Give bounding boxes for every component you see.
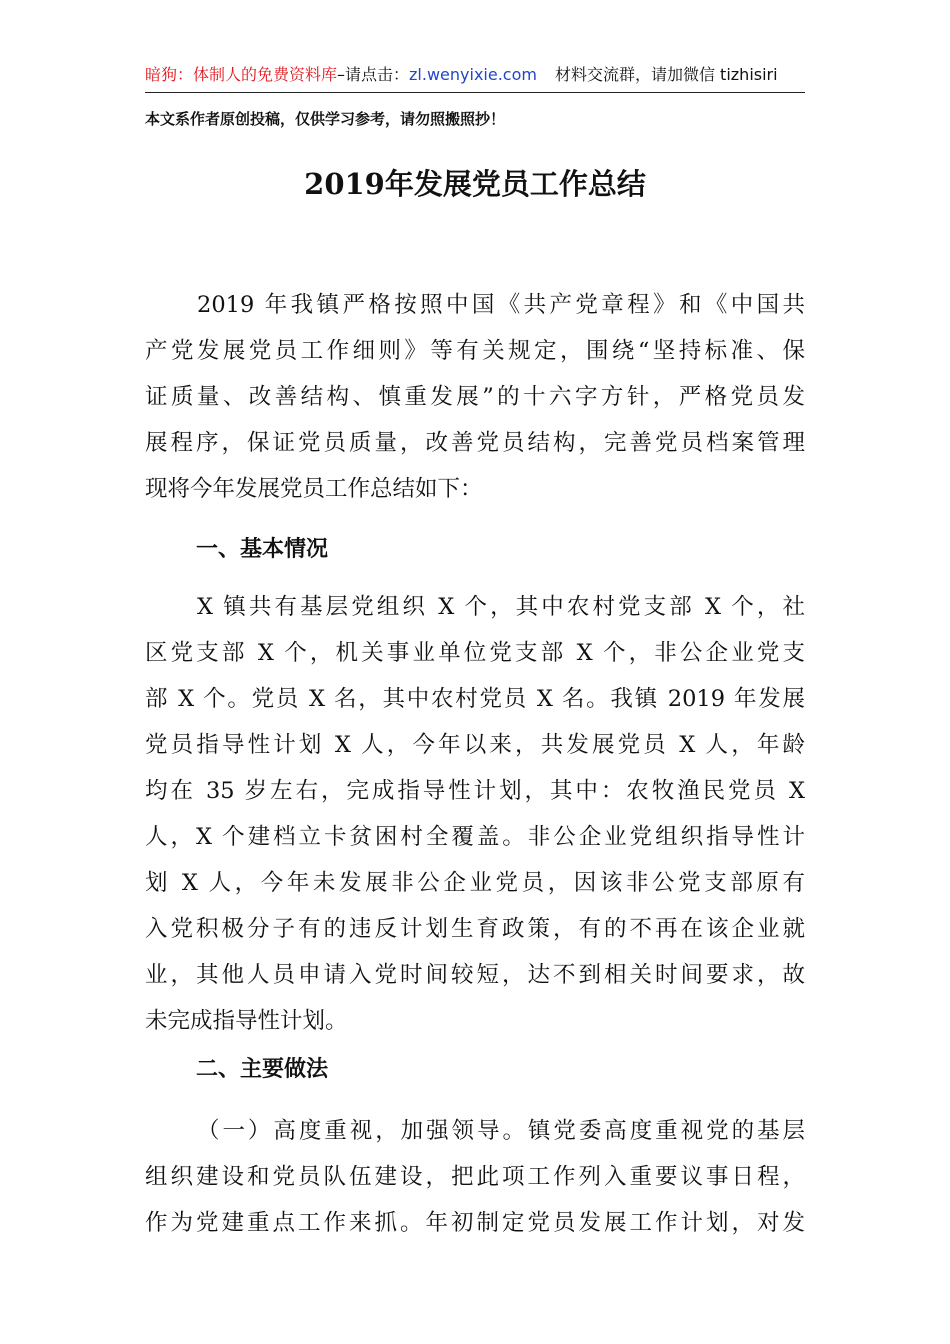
text-line: 组织建设和党员队伍建设，把此项工作列入重要议事日程， (145, 1164, 805, 1190)
text-line: 人，X 个建档立卡贫困村全覆盖。非公企业党组织指导性计 (145, 824, 805, 850)
header-site-name: 暗狗：体制人的免费资料库 (145, 65, 338, 84)
text-line: 均在 35 岁左右，完成指导性计划，其中：农牧渔民党员 X (145, 778, 805, 804)
copyright-notice: 本文系作者原创投稿，仅供学习参考，请勿照搬照抄！ (145, 110, 506, 128)
text-line: 2019 年我镇严格按照中国《共产党章程》和《中国共 (197, 292, 805, 318)
text-line: 产党发展党员工作细则》等有关规定，围绕“坚持标准、保 (145, 338, 805, 364)
text-line: 作为党建重点工作来抓。年初制定党员发展工作计划，对发 (145, 1210, 805, 1236)
text-line: 证质量、改善结构、慎重发展”的十六字方针，严格党员发 (145, 384, 805, 410)
text-line: 业，其他人员申请入党时间较短，达不到相关时间要求，故 (145, 962, 805, 988)
section-heading-basic: 一、基本情况 (196, 537, 329, 562)
text-line: 划 X 人，今年未发展非公企业党员，因该非公党支部原有 (145, 870, 805, 896)
header-click-prompt: –请点击： (337, 65, 410, 84)
text-line: 部 X 个。党员 X 名，其中农村党员 X 名。我镇 2019 年发展 (145, 686, 805, 712)
page-header (145, 62, 805, 93)
header-url-link[interactable]: zl.wenyixie.com (409, 65, 537, 84)
text-line: 入党积极分子有的违反计划生育政策，有的不再在该企业就 (145, 916, 805, 942)
text-line: X 镇共有基层党组织 X 个，其中农村党支部 X 个，社 (197, 594, 805, 620)
page-title: 2019年发展党员工作总结 (304, 167, 646, 201)
text-line: 未完成指导性计划。 (145, 1008, 348, 1034)
text-line: （一）高度重视，加强领导。镇党委高度重视党的基层 (197, 1118, 805, 1144)
text-line: 展程序，保证党员质量，改善党员结构，完善党员档案管理 (145, 430, 805, 456)
header-wechat-note: 材料交流群，请加微信 tizhisiri (554, 65, 778, 84)
section2-paragraph (145, 1108, 805, 1246)
section1-paragraph (145, 584, 805, 1044)
intro-paragraph (145, 282, 805, 512)
section-heading-methods: 二、主要做法 (196, 1057, 329, 1082)
text-line: 区党支部 X 个，机关事业单位党支部 X 个，非公企业党支 (145, 640, 805, 666)
text-line: 现将今年发展党员工作总结如下： (145, 476, 483, 502)
text-line: 党员指导性计划 X 人，今年以来，共发展党员 X 人，年龄 (145, 732, 805, 758)
